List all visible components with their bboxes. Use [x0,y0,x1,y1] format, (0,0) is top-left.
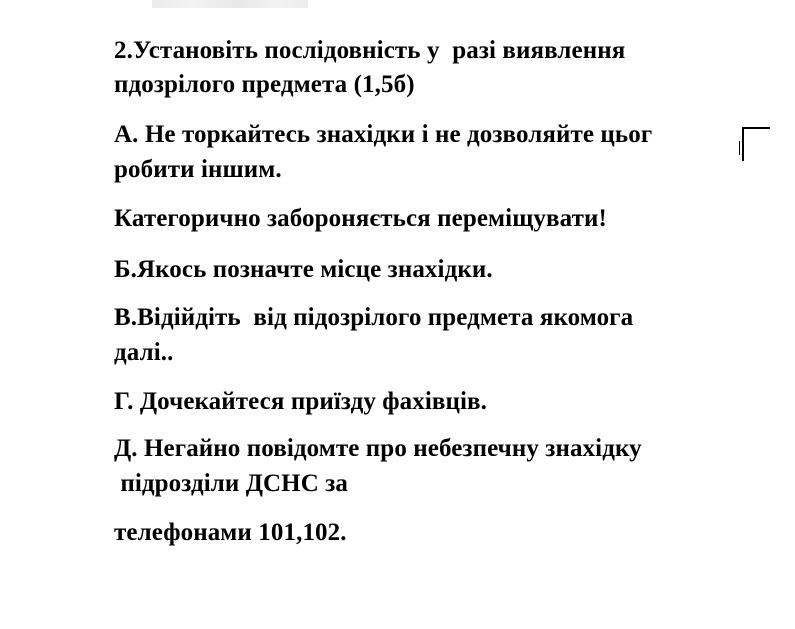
item-d-line-2: підрозділи ДСНС за [114,470,348,497]
warning-line: Категорично забороняється переміщувати! [114,205,607,232]
item-a-line-1: А. Не торкайтесь знахідки і не дозволяйте цьог [114,121,653,148]
item-g-line: Г. Дочекайтеся приїзду фахівців. [114,388,488,415]
item-a-line-2: робити іншим. [114,156,282,183]
item-d-line-3: телефонами 101,102. [114,519,347,546]
question-title-line-2: пдозрілого предмета (1,5б) [114,71,415,98]
item-b-line: Б.Якось позначте місце знахідки. [114,256,493,283]
bracket-tick-mark [739,141,744,155]
item-d-line-1: Д. Негайно повідомте про небезпечну знахідку [114,435,642,462]
corner-bracket-mark [742,127,770,161]
scan-smudge [152,0,308,8]
item-v-line-2: далі.. [114,339,174,366]
item-v-line-1: В.Відійдіть від підозрілого предмета якомога [114,304,634,331]
question-title-line-1: 2.Установіть послідовність у разі виявлення [114,37,626,64]
